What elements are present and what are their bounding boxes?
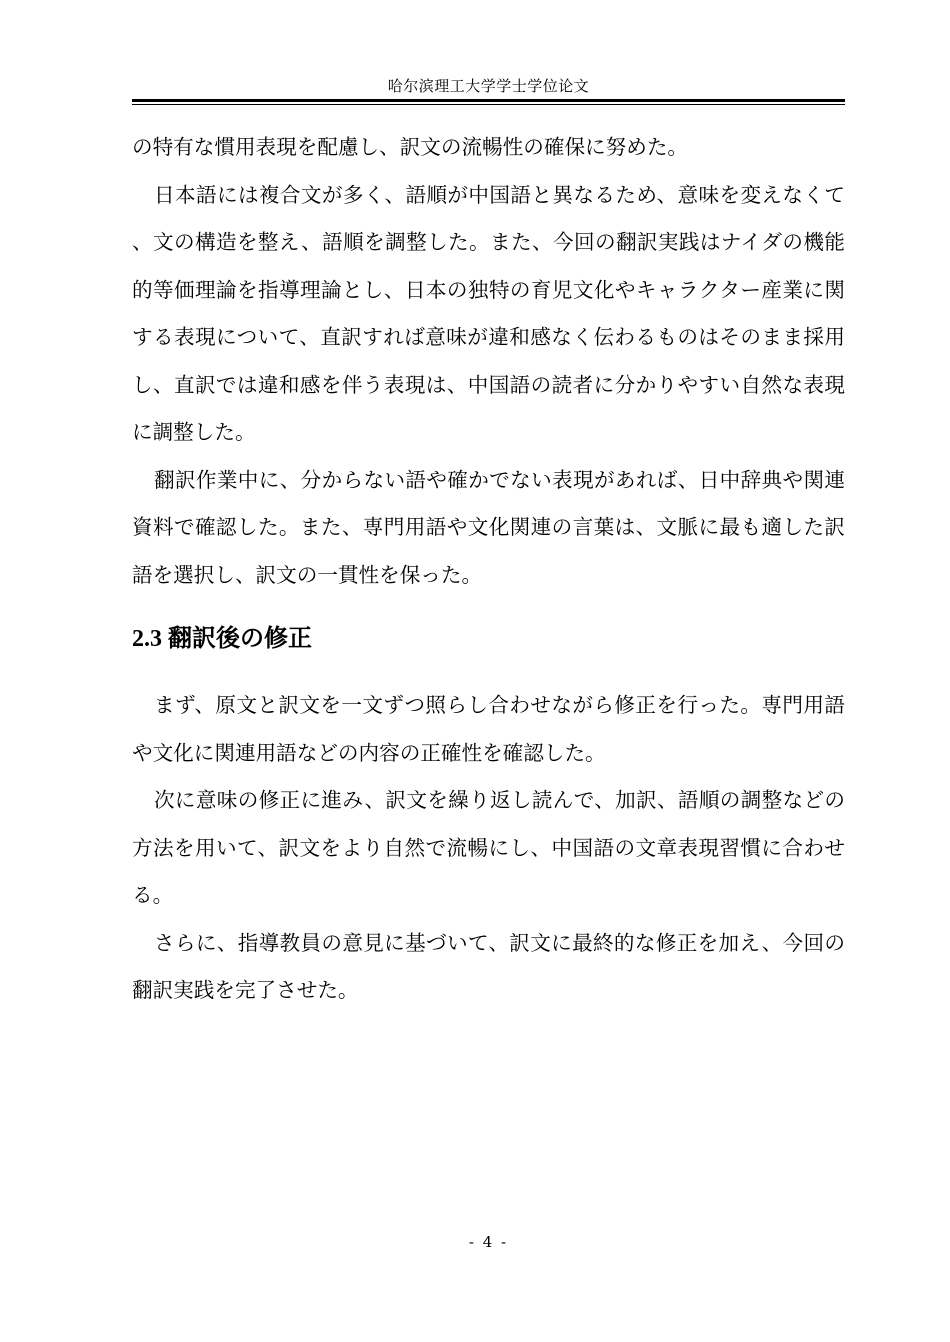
body-text — [132, 124, 845, 1015]
paragraph: さらに、指導教員の意見に基づいて、訳文に最終的な修正を加え、今回の翻訳実践を完了させた。 — [132, 930, 845, 1002]
paragraph: 日本語には複合文が多く、語順が中国語と異なるため、意味を変えなくて、文の構造を整え、語順を調整した。また、今回の翻訳実践はナイダの機能的等価理論を指導理論とし、日本の独特の育児文化やキャラクター産業に関する表現について、直訳すれば意味が違和感なく伝わるものはそのまま採用し、直訳では違和感を伴う表現は、中国語の読者に分かりやすい自然な表現に調整した。 — [132, 182, 845, 444]
page-number: - 4 - — [468, 1233, 509, 1251]
paragraph: 翻訳作業中に、分からない語や確かでない表現があれば、日中辞典や関連資料で確認した。また、専門用語や文化関連の言葉は、文脈に最も適した訳語を選択し、訳文の一貫性を保った。 — [132, 467, 845, 587]
paragraph: 次に意味の修正に進み、訳文を繰り返し読んで、加訳、語順の調整などの方法を用いて、訳文をより自然で流暢にし、中国語の文章表現習慣に合わせる。 — [132, 788, 845, 907]
section-heading: 2.3 翻訳後の修正 — [132, 626, 312, 652]
header-rule-thin — [132, 104, 845, 105]
header-rule-thick — [132, 99, 845, 102]
paragraph: まず、原文と訳文を一文ずつ照らし合わせながら修正を行った。専門用語や文化に関連用語などの内容の正確性を確認した。 — [132, 693, 845, 765]
running-header: 哈尔滨理工大学学士学位论文 — [387, 77, 590, 95]
paragraph: の特有な慣用表現を配慮し、訳文の流暢性の確保に努めた。 — [132, 135, 689, 159]
